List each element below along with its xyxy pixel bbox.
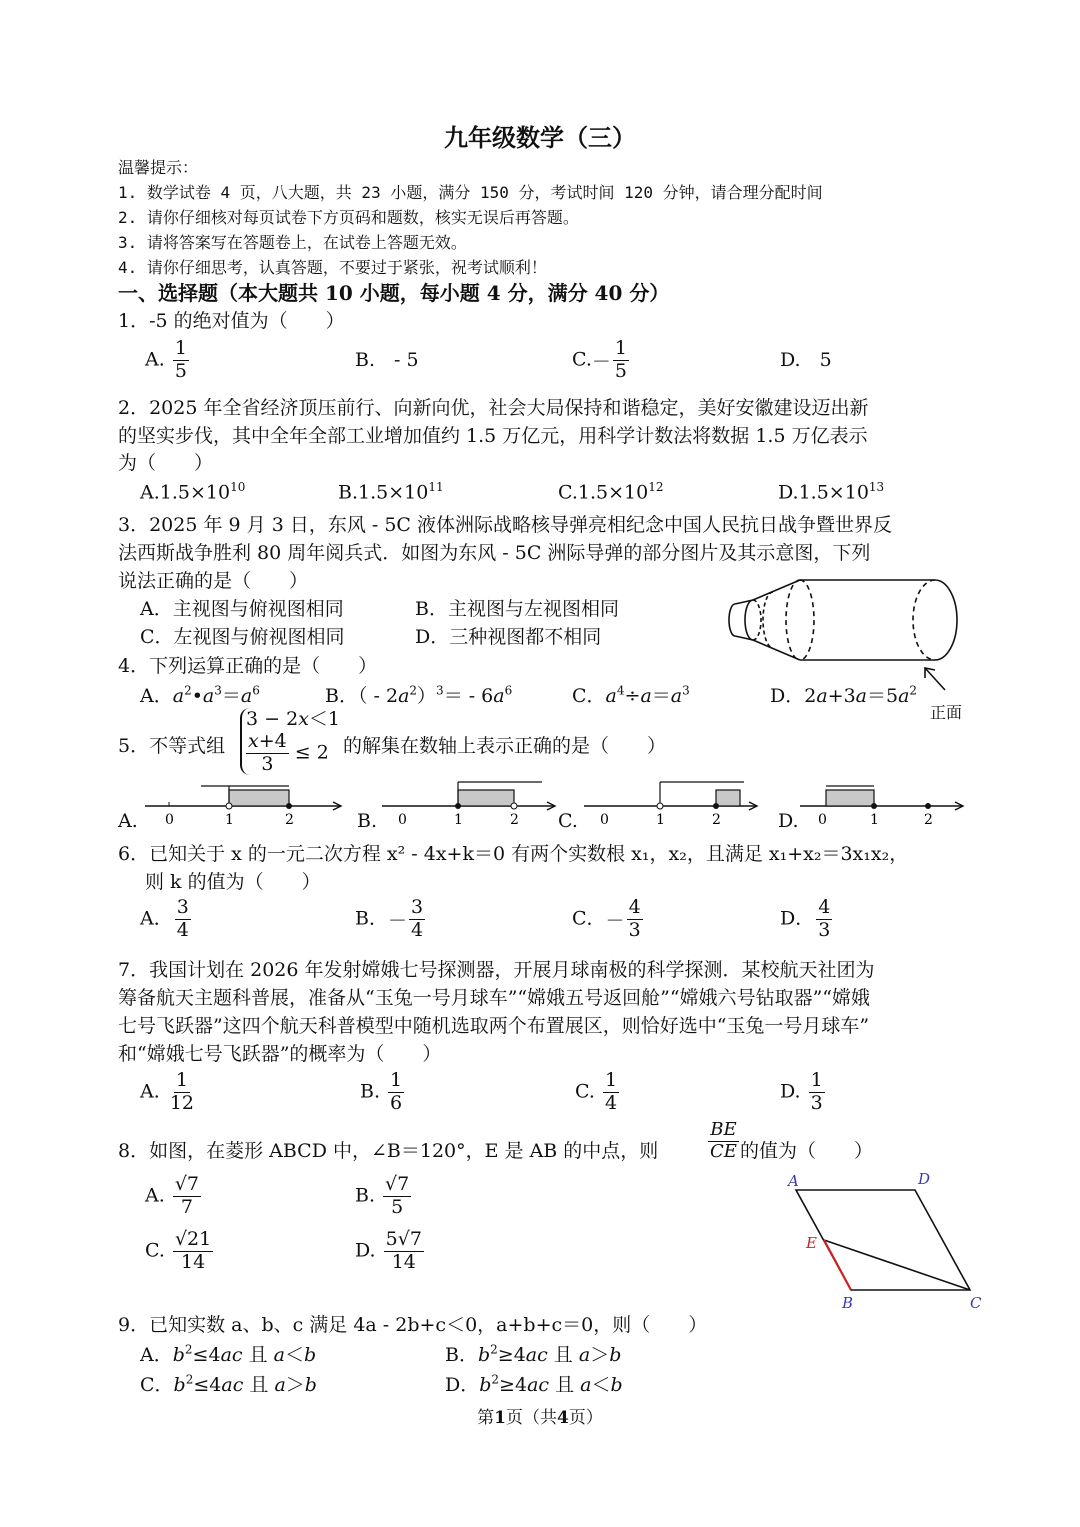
q4-option-c: C．$a^4\div a=a^3$ <box>572 683 690 707</box>
q4-option-d: D．$2a+3a=5a^2$ <box>770 683 918 707</box>
question-5-post: 的解集在数轴上表示正确的是（ ） <box>343 735 667 757</box>
svg-text:1: 1 <box>454 812 463 828</box>
question-7-line: 和“嫦娥七号飞跃器”的概率为（ ） <box>118 1043 442 1065</box>
question-8-pre: 8．如图，在菱形 ABCD 中，∠B＝120°，E 是 AB 的中点，则 <box>118 1140 659 1162</box>
svg-text:1: 1 <box>656 812 665 828</box>
q9-option-d: D．$b^2\ge 4ac$ 且 a＜b <box>445 1372 623 1396</box>
question-8-post: 的值为（ ） <box>740 1140 874 1162</box>
q7-option-d: D. $\frac{1}{3}$ <box>780 1069 823 1114</box>
svg-text:E: E <box>806 1234 817 1252</box>
q9-option-b: B．$b^2\ge 4ac$ 且 a＞b <box>445 1342 622 1366</box>
question-2-line: 2．2025 年全省经济顶压前行、向新向优，社会大局保持和谐稳定，美好安徽建设迈出新 <box>118 397 869 419</box>
question-3-line: 3．2025 年 9 月 3 日，东风 - 5C 液体洲际战略核导弹亮相纪念中国人民抗日战争暨世界反 <box>118 514 892 536</box>
q6-option-b: B．－ $\frac{3}{4}$ <box>355 896 424 941</box>
tip-item: 1. 数学试卷 4 页，八大题，共 23 小题，满分 150 分，考试时间 120 分钟，请合理分配时间 <box>118 183 823 202</box>
question-3-line: 说法正确的是（ ） <box>118 570 309 592</box>
q3-option-b: B．主视图与左视图相同 <box>415 598 619 620</box>
svg-text:0: 0 <box>600 812 609 828</box>
svg-text:2: 2 <box>712 812 721 828</box>
svg-text:C: C <box>970 1294 982 1312</box>
q5-option-c-label: C. <box>558 810 578 832</box>
question-9-stem: 9．已知实数 a、b、c 满足 4a - 2b+c＜0，a+b+c＝0，则（ ） <box>118 1314 708 1336</box>
q2-option-b: $B.1.5\times 10^{11}$ <box>338 480 444 504</box>
page-title: 九年级数学（三） <box>444 123 636 152</box>
question-7-line: 筹备航天主题科普展，准备从“玉兔一号月球车”“嫦娥五号返回舱”“嫦娥六号钻取器”“嫦娥 <box>118 987 870 1009</box>
question-7-line: 7．我国计划在 2026 年发射嫦娥七号探测器，开展月球南极的科学探测．某校航天社团为 <box>118 959 875 981</box>
tip-item: 2. 请你仔细核对每页试卷下方页码和题数，核实无误后再答题。 <box>118 208 579 227</box>
q2-option-d: $D.1.5\times 10^{13}$ <box>778 480 885 504</box>
number-line-d <box>800 778 970 828</box>
tip-item: 3. 请将答案写在答题卷上，在试卷上答题无效。 <box>118 233 467 252</box>
q2-option-a: $A.1.5\times 10^{10}$ <box>140 480 246 504</box>
question-7-line: 七号飞跃器”这四个航天科普模型中随机选取两个布置展区，则恰好选中“玉兔一号月球车” <box>118 1015 870 1037</box>
svg-text:2: 2 <box>924 812 933 828</box>
svg-text:0: 0 <box>818 812 827 828</box>
rhombus-diagram <box>780 1168 1000 1312</box>
svg-text:A: A <box>788 1172 799 1190</box>
svg-text:B: B <box>842 1294 854 1312</box>
svg-text:2: 2 <box>510 812 519 828</box>
q7-option-a: A. $\frac{1}{12}$ <box>140 1069 194 1114</box>
svg-text:0: 0 <box>398 812 407 828</box>
question-6-line: 6．已知关于 x 的一元二次方程 x² - 4x+k＝0 有两个实数根 x₁，x₂，且满足 x₁+x₂＝3x₁x₂， <box>118 843 909 865</box>
q7-option-c: C. $\frac{1}{4}$ <box>575 1069 618 1114</box>
question-5-pre: 5．不等式组 <box>118 735 226 757</box>
ratio-be-ce: $\frac{BE}{CE}$ <box>710 1119 737 1162</box>
svg-text:1: 1 <box>870 812 879 828</box>
q2-option-c: $C.1.5\times 10^{12}$ <box>558 480 664 504</box>
q3-option-c: C．左视图与俯视图相同 <box>140 626 345 648</box>
q1-option-b: B. - 5 <box>355 349 419 371</box>
question-2-line: 为（ ） <box>118 452 214 474</box>
question-4-stem: 4．下列运算正确的是（ ） <box>118 655 378 677</box>
question-2-line: 的坚实步伐，其中全年全部工业增加值约 1.5 万亿元，用科学计数法将数据 1.5 万亿表示 <box>118 425 868 447</box>
q8-option-b: B. $\frac{√7}{5}$ <box>355 1173 410 1218</box>
q3-option-d: D．三种视图都不相同 <box>415 626 602 648</box>
svg-text:0: 0 <box>165 812 174 828</box>
q3-option-a: A．主视图与俯视图相同 <box>140 598 344 620</box>
q1-option-c: C.－ $\frac{1}{5}$ <box>572 337 628 382</box>
question-1-stem: 1．-5 的绝对值为（ ） <box>118 310 345 332</box>
q5-option-d-label: D. <box>778 810 799 832</box>
section-heading: 一、选择题（本大题共 10 小题，每小题 4 分，满分 40 分） <box>118 281 670 305</box>
q8-option-d: D. $\frac{5√7}{14}$ <box>355 1228 422 1273</box>
q6-option-d: D． $\frac{4}{3}$ <box>780 896 831 941</box>
inequality-system: 3 − 2x＜1 $\frac{x+4}{3}$ ≤ 2 <box>240 708 340 775</box>
q6-option-a: A． $\frac{3}{4}$ <box>140 896 189 941</box>
q8-option-a: A. $\frac{√7}{7}$ <box>145 1173 200 1218</box>
q6-option-c: C．－ $\frac{4}{3}$ <box>572 896 641 941</box>
svg-text:2: 2 <box>285 812 294 828</box>
page-footer: 第1页（共4页） <box>477 1408 603 1428</box>
number-line-a <box>145 778 345 828</box>
front-view-label: 正面 <box>930 703 963 722</box>
tip-item: 4. 请你仔细思考，认真答题，不要过于紧张，祝考试顺利！ <box>118 258 547 277</box>
q9-option-c: C．$b^2\le 4ac$ 且 a＞b <box>140 1372 317 1396</box>
q4-option-a: A．$a^2•a^3=a^6$ <box>140 683 260 707</box>
number-line-c <box>584 778 764 828</box>
question-3-line: 法西斯战争胜利 80 周年阅兵式．如图为东风 - 5C 洲际导弹的部分图片及其示意图，下列 <box>118 542 871 564</box>
svg-text:D: D <box>918 1170 931 1188</box>
q8-option-c: C. $\frac{√21}{14}$ <box>145 1228 212 1273</box>
svg-text:1: 1 <box>225 812 234 828</box>
tips-heading: 温馨提示： <box>118 158 199 177</box>
q5-option-a-label: A. <box>118 810 138 832</box>
number-line-b <box>382 778 562 828</box>
question-6-line: 则 k 的值为（ ） <box>145 871 321 893</box>
q4-option-b: B．（ - $2a^2)^3= - 6a^6$ <box>325 683 513 707</box>
q1-option-a: A. $\frac{1}{5}$ <box>145 337 187 382</box>
q7-option-b: B. $\frac{1}{6}$ <box>360 1069 403 1114</box>
q9-option-a: A．$b^2\le 4ac$ 且 a＜b <box>140 1342 317 1366</box>
q1-option-d: D. 5 <box>780 349 832 371</box>
q5-option-b-label: B. <box>357 810 378 832</box>
